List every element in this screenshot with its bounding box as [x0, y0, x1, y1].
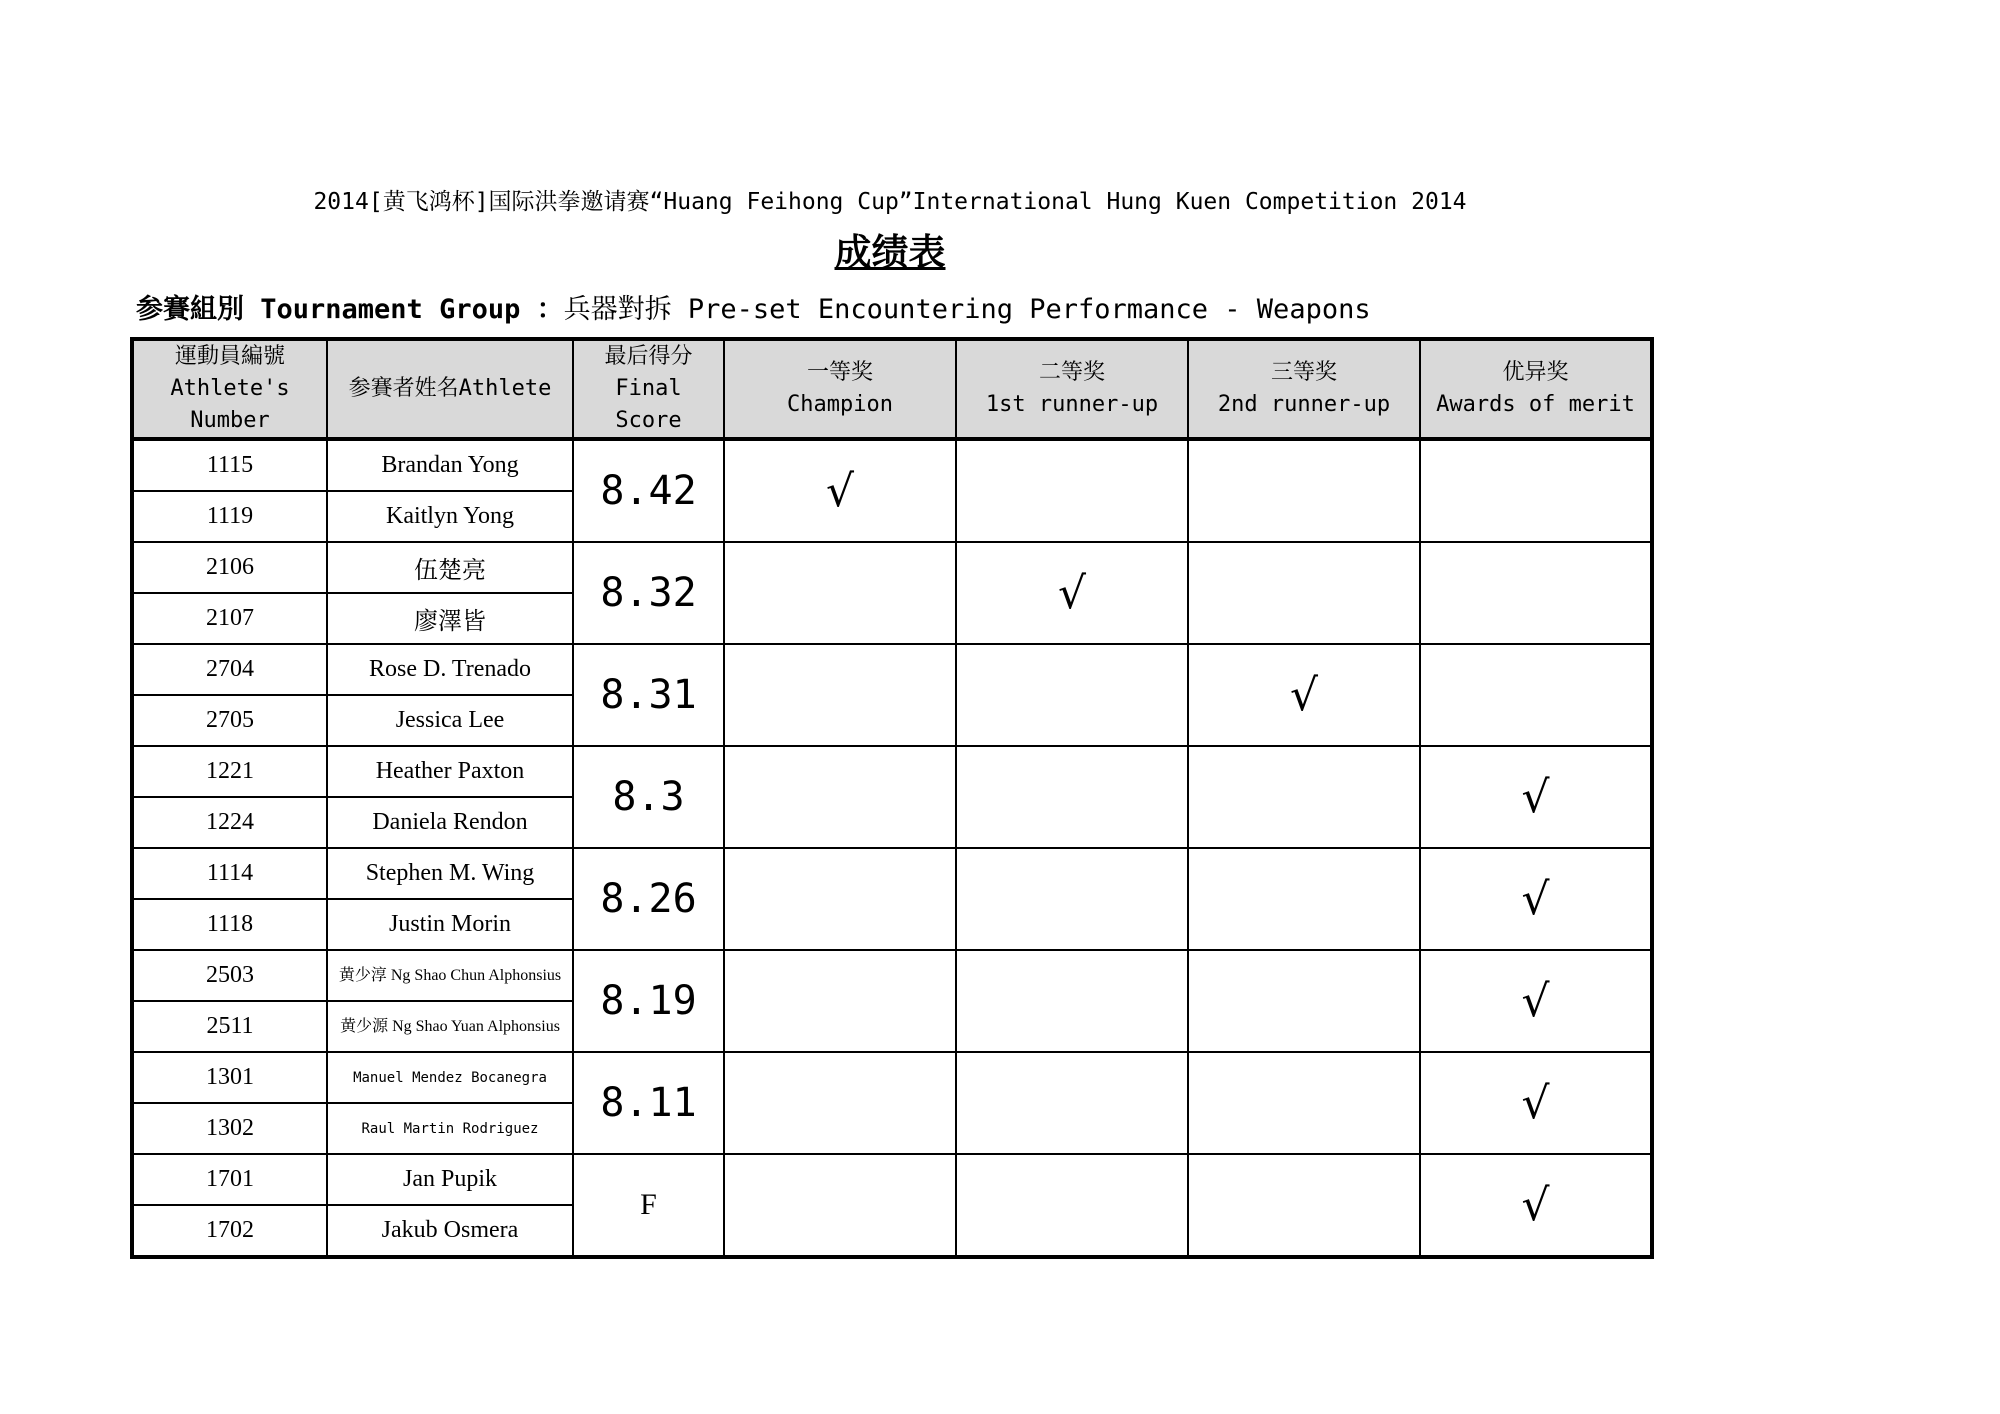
athlete-name: Kaitlyn Yong	[327, 491, 573, 542]
athlete-number: 1224	[132, 797, 327, 848]
second-runner-up-cell	[1188, 542, 1420, 644]
athlete-name: Brandan Yong	[327, 439, 573, 491]
athlete-number: 1119	[132, 491, 327, 542]
athlete-name: 伍楚亮	[327, 542, 573, 593]
table-row	[132, 746, 1652, 797]
second-runner-up-cell	[1188, 1154, 1420, 1257]
check-mark-icon: √	[1521, 1179, 1550, 1231]
check-mark-icon: √	[1521, 873, 1550, 925]
athlete-name: Justin Morin	[327, 899, 573, 950]
second-runner-up-cell	[1188, 1052, 1420, 1154]
merit-cell	[1420, 1154, 1652, 1257]
athlete-name: Heather Paxton	[327, 746, 573, 797]
table-row	[132, 1154, 1652, 1205]
merit-cell	[1420, 542, 1652, 644]
champion-cell	[724, 439, 956, 542]
athlete-number: 1701	[132, 1154, 327, 1205]
group-value: 兵器對拆 Pre-set Encountering Performance - Weapons	[563, 294, 1371, 325]
athlete-name: Jakub Osmera	[327, 1205, 573, 1257]
table-row	[132, 848, 1652, 899]
second-runner-up-cell	[1188, 848, 1420, 950]
final-score: 8.32	[573, 542, 724, 644]
athlete-number: 2503	[132, 950, 327, 1001]
header-athlete: 参賽者姓名Athlete	[327, 339, 573, 439]
merit-cell	[1420, 644, 1652, 746]
group-label: 参賽組別 Tournament Group ：	[136, 294, 564, 325]
athlete-name: Daniela Rendon	[327, 797, 573, 848]
athlete-name: Rose D. Trenado	[327, 644, 573, 695]
header-second-runner-up: 三等奖 2nd runner-up	[1188, 339, 1420, 439]
table-row	[132, 644, 1652, 695]
first-runner-up-cell	[956, 439, 1188, 542]
athlete-name: 黄少淳 Ng Shao Chun Alphonsius	[327, 950, 573, 1001]
merit-cell	[1420, 439, 1652, 542]
merit-cell	[1420, 950, 1652, 1052]
header-champion: 一等奖 Champion	[724, 339, 956, 439]
first-runner-up-cell	[956, 746, 1188, 848]
athlete-number: 1302	[132, 1103, 327, 1154]
final-score: 8.11	[573, 1052, 724, 1154]
header-first-runner-up: 二等奖 1st runner-up	[956, 339, 1188, 439]
header-score: 最后得分 Final Score	[573, 339, 724, 439]
athlete-name: Raul Martin Rodriguez	[327, 1103, 573, 1154]
results-body	[132, 439, 1652, 1257]
first-runner-up-cell	[956, 848, 1188, 950]
header-row	[132, 339, 1652, 439]
second-runner-up-cell	[1188, 644, 1420, 746]
first-runner-up-cell	[956, 950, 1188, 1052]
first-runner-up-cell	[956, 1154, 1188, 1257]
athlete-number: 1114	[132, 848, 327, 899]
first-runner-up-cell	[956, 644, 1188, 746]
athlete-number: 1702	[132, 1205, 327, 1257]
check-mark-icon: √	[1521, 771, 1550, 823]
tournament-group	[136, 287, 1371, 326]
athlete-name: Stephen M. Wing	[327, 848, 573, 899]
final-score: F	[573, 1154, 724, 1257]
athlete-name: 黄少源 Ng Shao Yuan Alphonsius	[327, 1001, 573, 1052]
table-row	[132, 439, 1652, 491]
champion-cell	[724, 644, 956, 746]
athlete-name: Jessica Lee	[327, 695, 573, 746]
second-runner-up-cell	[1188, 746, 1420, 848]
check-mark-icon: √	[1289, 669, 1319, 721]
table-row	[132, 950, 1652, 1001]
second-runner-up-cell	[1188, 950, 1420, 1052]
final-score: 8.3	[573, 746, 724, 848]
champion-cell	[724, 1052, 956, 1154]
results-heading: 成绩表	[834, 231, 946, 274]
athlete-number: 1301	[132, 1052, 327, 1103]
check-mark-icon: √	[1057, 567, 1087, 619]
final-score: 8.26	[573, 848, 724, 950]
check-mark-icon: √	[825, 465, 855, 517]
champion-cell	[724, 542, 956, 644]
champion-cell	[724, 746, 956, 848]
athlete-number: 1118	[132, 899, 327, 950]
final-score: 8.42	[573, 439, 724, 542]
champion-cell	[724, 950, 956, 1052]
athlete-number: 1221	[132, 746, 327, 797]
results-table	[130, 337, 1654, 1259]
final-score: 8.31	[573, 644, 724, 746]
table-row	[132, 1052, 1652, 1103]
athlete-name: 廖澤皆	[327, 593, 573, 644]
header-number: 運動員編號 Athlete's Number	[132, 339, 327, 439]
second-runner-up-cell	[1188, 439, 1420, 542]
merit-cell	[1420, 1052, 1652, 1154]
athlete-number: 2704	[132, 644, 327, 695]
document-title: 2014[黄飞鸿杯]国际洪拳邀请赛“Huang Feihong Cup”International Hung Kuen Competition 2014	[313, 189, 1467, 215]
athlete-number: 1115	[132, 439, 327, 491]
champion-cell	[724, 848, 956, 950]
athlete-number: 2705	[132, 695, 327, 746]
table-row	[132, 542, 1652, 593]
athlete-name: Manuel Mendez Bocanegra	[327, 1052, 573, 1103]
athlete-name: Jan Pupik	[327, 1154, 573, 1205]
first-runner-up-cell	[956, 542, 1188, 644]
merit-cell	[1420, 746, 1652, 848]
check-mark-icon: √	[1521, 1077, 1550, 1129]
merit-cell	[1420, 848, 1652, 950]
final-score: 8.19	[573, 950, 724, 1052]
athlete-number: 2511	[132, 1001, 327, 1052]
athlete-number: 2107	[132, 593, 327, 644]
athlete-number: 2106	[132, 542, 327, 593]
check-mark-icon: √	[1521, 975, 1550, 1027]
first-runner-up-cell	[956, 1052, 1188, 1154]
header-merit: 优异奖 Awards of merit	[1420, 339, 1652, 439]
champion-cell	[724, 1154, 956, 1257]
